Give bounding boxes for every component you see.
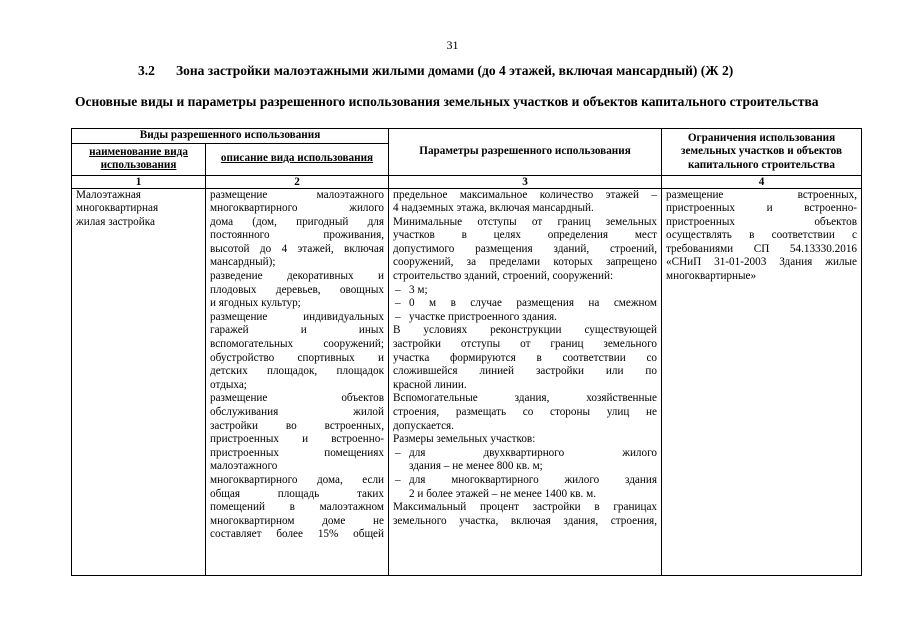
- text-line: малоэтажного: [210, 460, 278, 473]
- column-number-1: 1: [72, 175, 206, 188]
- column-number-4: 4: [662, 175, 862, 188]
- text-line: многоквартирном доме не: [210, 514, 385, 527]
- land-use-table: [71, 128, 862, 576]
- text-line: пристроенных и встроенно-: [666, 202, 858, 215]
- text-line: допустимого размещения зданий, строений,: [393, 242, 658, 255]
- text-line: строительство зданий, строений, сооружений:: [393, 270, 614, 283]
- text-line: застройки во встроенных,: [210, 419, 385, 432]
- text-line: отдыха;: [210, 378, 247, 391]
- text-line: общая площадь таких: [210, 487, 385, 500]
- text-line: размещение объектов: [210, 392, 385, 405]
- column-number-3: 3: [389, 175, 662, 188]
- text-line: жилая застройка: [76, 215, 155, 228]
- section-number: 3.2: [138, 63, 155, 78]
- text-line: Вспомогательные здания, хозяйственные: [393, 392, 658, 405]
- text-line: детских площадок, площадок: [210, 365, 385, 378]
- header-restrictions: Ограничения использования земельных участков и объектов капитального строительства: [662, 129, 862, 176]
- text-line: размещение индивидуальных: [210, 310, 385, 323]
- text-line: высотой до 4 этажей, включая: [210, 242, 385, 255]
- text-line: земельного участка, включая здания, строения,: [393, 514, 658, 527]
- text-line: дома (дом, пригодный для: [210, 215, 385, 228]
- list-item: – 0 м в случае размещения на смежном: [393, 297, 657, 311]
- text-line: вспомогательных сооружений;: [210, 338, 385, 351]
- header-usage-name-text: наименование вида использования: [89, 145, 188, 171]
- text-line: размещение малоэтажного: [210, 188, 385, 201]
- text-line: «СНиП 31-01-2003 Здания жилые: [666, 256, 858, 269]
- usage-name-cell: [72, 188, 206, 575]
- list-item: – для двухквартирного жилого: [393, 447, 657, 461]
- text-line: разведение декоративных и: [210, 270, 385, 283]
- list-item: – 3 м;: [393, 284, 657, 298]
- table-heading: Основные виды и параметры разрешенного использования земельных участков и объектов капитального строительства: [75, 94, 819, 109]
- text-line: 4 надземных этажа, включая мансардный.: [393, 202, 594, 215]
- text-line: обустройство спортивных и: [210, 351, 385, 364]
- text-line: В условиях реконструкции существующей: [393, 324, 658, 337]
- text-line: размещение встроенных,: [666, 188, 858, 201]
- restrictions-cell: [662, 188, 862, 575]
- text-line: пристроенных объектов: [666, 215, 858, 228]
- text-line: участков в целях определения мест: [393, 229, 658, 242]
- text-line: участка формируются в соответствии со: [393, 351, 658, 364]
- text-line: строения, размещать со стороны улиц не: [393, 406, 658, 418]
- text-line: плодовых деревьев, овощных: [210, 283, 385, 296]
- page-number: 31: [446, 38, 459, 52]
- text-line: гаражей и иных: [210, 324, 385, 337]
- list-item: – для многоквартирного жилого здания: [393, 474, 657, 488]
- parameters-cell: [389, 188, 662, 575]
- text-line: пристроенных помещениях: [210, 446, 385, 459]
- text-line: Размеры земельных участков:: [393, 433, 536, 446]
- text-line: пристроенных и встроенно-: [210, 433, 385, 446]
- list-item-continuation: здания – не менее 800 кв. м;: [409, 460, 543, 473]
- text-line: многоквартирного дома, если: [210, 473, 385, 486]
- text-line: Максимальный процент застройки в границах: [393, 501, 658, 514]
- text-line: многоквартирного жилого: [210, 202, 385, 215]
- text-line: многоквартирная: [76, 202, 159, 215]
- list-item-continuation: 2 и более этажей – не менее 1400 кв. м.: [409, 487, 597, 500]
- header-usage-types: Виды разрешенного использования: [72, 129, 389, 144]
- text-line: сложившейся линией застройки или по: [393, 365, 658, 378]
- text-line: Минимальные отступы от границ земельных: [393, 215, 658, 228]
- column-number-2: 2: [206, 175, 389, 188]
- text-line: обслуживания жилой: [210, 406, 385, 418]
- header-usage-description-text: описание вида использования: [220, 152, 374, 165]
- text-line: застройки отступы от границ земельного: [393, 338, 658, 351]
- text-line: предельное максимальное количество этажей –: [393, 188, 658, 201]
- header-parameters: Параметры разрешенного использования: [389, 129, 662, 176]
- text-line: красной линии.: [393, 378, 467, 391]
- text-line: многоквартирные»: [666, 270, 757, 283]
- usage-description-cell: [206, 188, 389, 575]
- text-line: требованиями СП 54.13330.2016: [666, 242, 858, 255]
- table-row: [72, 188, 862, 575]
- text-line: постоянного проживания,: [210, 229, 385, 242]
- section-title-text: Зона застройки малоэтажными жилыми домами (до 4 этажей, включая мансардный) (Ж 2): [176, 63, 734, 78]
- section-title: [138, 63, 733, 79]
- text-line: и ягодных культур;: [210, 297, 301, 310]
- list-item-continuation: – участке пристроенного здания.: [393, 311, 657, 325]
- header-usage-name: [72, 143, 206, 175]
- text-line: допускается.: [393, 419, 454, 432]
- text-line: помещений в малоэтажном: [210, 501, 385, 514]
- text-line: сооружений, за пределами которых запрещено: [393, 256, 658, 269]
- header-usage-description: [206, 143, 389, 175]
- text-line: составляет более 15% общей: [210, 528, 385, 541]
- text-line: мансардный);: [210, 256, 276, 269]
- text-line: осуществлять в соответствии с: [666, 229, 858, 242]
- text-line: Малоэтажная: [76, 188, 141, 201]
